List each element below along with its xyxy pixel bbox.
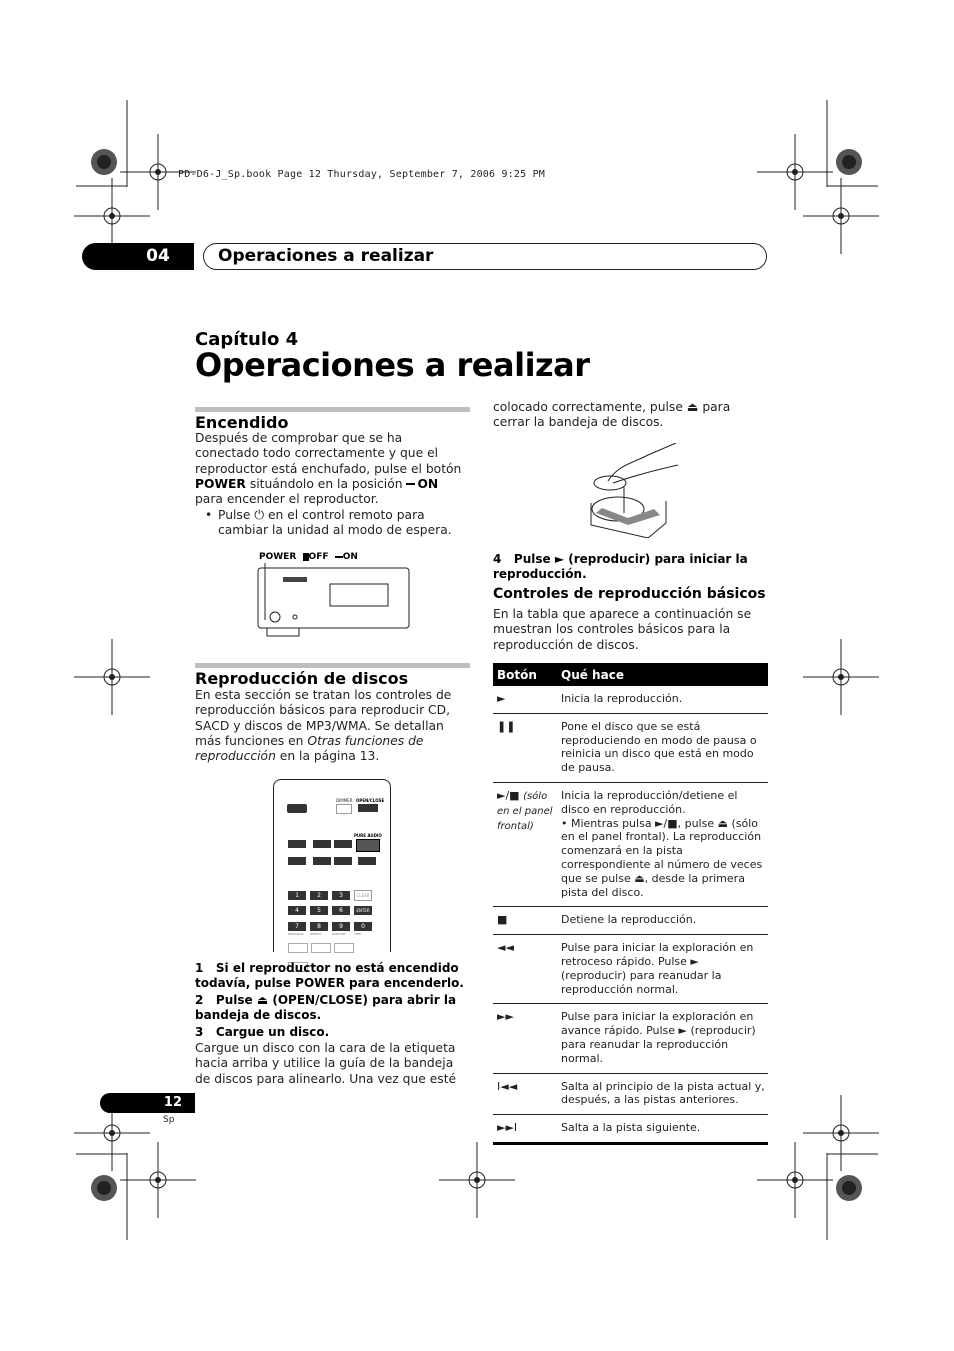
table-cell-button	[493, 713, 557, 782]
table-row	[493, 1073, 768, 1115]
table-row	[493, 782, 768, 906]
table-row	[493, 935, 768, 1004]
disc-loading-illustration	[588, 443, 678, 538]
table-row	[493, 1004, 768, 1073]
control-symbol: ►►	[497, 1010, 514, 1024]
table-cell-description: Pulse para iniciar la exploración en retroceso rápido. Pulse ► (reproducir) para reanudar la reproducción normal.	[557, 935, 768, 1004]
table-cell-button	[493, 1004, 557, 1073]
page-number: 12	[163, 1095, 182, 1110]
table-cell-button	[493, 1073, 557, 1115]
chapter-label: Capítulo 4	[195, 329, 299, 350]
control-symbol: ►/■	[497, 788, 520, 802]
column-header-button: Botón	[493, 663, 557, 686]
section-heading-controles: Controles de reproducción básicos	[493, 586, 766, 602]
step-1: 1 Si el reproductor no está encendido todavía, pulse POWER para encenderlo.	[195, 961, 464, 990]
page-language: Sp	[163, 1115, 175, 1125]
table-cell-description: Inicia la reproducción.	[557, 686, 768, 713]
step-2: 2 Pulse ⏏ (OPEN/CLOSE) para abrir la bandeja de discos.	[195, 993, 457, 1022]
control-symbol: ◄◄	[497, 941, 514, 955]
encendido-paragraph: Después de comprobar que se ha conectado todo correctamente y que el reproductor está enchufado, pulse el botón POWER situándolo en la posición ON para encender el reproductor.	[195, 431, 462, 507]
table-cell-button	[493, 935, 557, 1004]
section-rule	[195, 663, 470, 668]
print-header: PD-D6-J_Sp.book Page 12 Thursday, September 7, 2006 9:25 PM	[178, 169, 546, 180]
table-row	[493, 686, 768, 713]
table-cell-description: Pulse para iniciar la exploración en avance rápido. Pulse ► (reproducir) para reanudar la reproducción normal.	[557, 1004, 768, 1073]
table-cell-button	[493, 686, 557, 713]
table-row	[493, 1115, 768, 1144]
standby-icon: ⏻	[254, 508, 265, 522]
table-cell-button	[493, 907, 557, 935]
table-cell-button	[493, 1115, 557, 1144]
controls-table-wrapper	[493, 663, 768, 1145]
control-symbol: ■	[497, 913, 508, 927]
step-3: 3 Cargue un disco.	[195, 1025, 330, 1039]
column-header-action: Qué hace	[557, 663, 768, 686]
table-cell-description: Salta al principio de la pista actual y, después, a las pistas anteriores.	[557, 1073, 768, 1115]
control-symbol: I◄◄	[497, 1079, 518, 1093]
control-symbol: ❚❚	[497, 719, 516, 733]
table-cell-description: Salta a la pista siguiente.	[557, 1115, 768, 1144]
front-panel-illustration	[255, 560, 415, 644]
chapter-bar-title: Operaciones a realizar	[218, 246, 434, 266]
table-header-row	[493, 663, 768, 686]
figure-power-labels: POWER OFF ON	[259, 552, 358, 562]
step-3-body: Cargue un disco con la cara de la etiqueta hacia arriba y utilice la guía de la bandeja de discos para alinearlo. Una vez que esté	[195, 1041, 457, 1086]
table-row	[493, 907, 768, 935]
table-cell-description: Detiene la reproducción.	[557, 907, 768, 935]
step-4: 4 Pulse ► (reproducir) para iniciar la reproducción.	[493, 552, 748, 581]
reproduccion-paragraph: En esta sección se tratan los controles de reproducción básicos para reproducir CD, SACD y discos de MP3/WMA. Se detallan más funciones en Otras funciones de reproducción en la página 13.	[195, 688, 452, 764]
table-cell-button	[493, 782, 557, 906]
controls-table	[493, 663, 768, 1145]
table-cell-description: Inicia la reproducción/detiene el disco en reproducción. • Mientras pulsa ►/■, pulse ⏏ (sólo en el panel frontal). La reproducción comenzará en la pista correspondiente al número de veces que se pulse ⏏, desde la primera pista del disco.	[557, 782, 768, 906]
section-heading-encendido: Encendido	[195, 413, 289, 432]
table-row	[493, 713, 768, 782]
control-note: (sólo en el panel frontal)	[497, 790, 553, 832]
encendido-bullet: • Pulse ⏻ en el control remoto para cambiar la unidad al modo de espera.	[205, 508, 452, 538]
page-title: Operaciones a realizar	[195, 346, 590, 384]
table-cell-description: Pone el disco que se está reproduciendo en modo de pausa o reinicia un disco que está en modo de pausa.	[557, 713, 768, 782]
chapter-tab-number: 04	[146, 246, 170, 266]
remote-control-illustration: DIMMER OPEN/CLOSE PURE AUDIO 1 2 3 CLEAR 4 5 6 ENTER 7 8 9 0 PROGRAM REPEAT RANDOM TIME	[273, 779, 391, 952]
section-heading-reproduccion: Reproducción de discos	[195, 669, 409, 688]
section-rule	[195, 407, 470, 412]
controles-intro: En la tabla que aparece a continuación se muestran los controles básicos para la reproducción de discos.	[493, 607, 752, 652]
control-symbol: ►►I	[497, 1121, 518, 1135]
control-symbol: ►	[497, 692, 506, 705]
step-3-continued: colocado correctamente, pulse ⏏ para cerrar la bandeja de discos.	[493, 400, 731, 430]
